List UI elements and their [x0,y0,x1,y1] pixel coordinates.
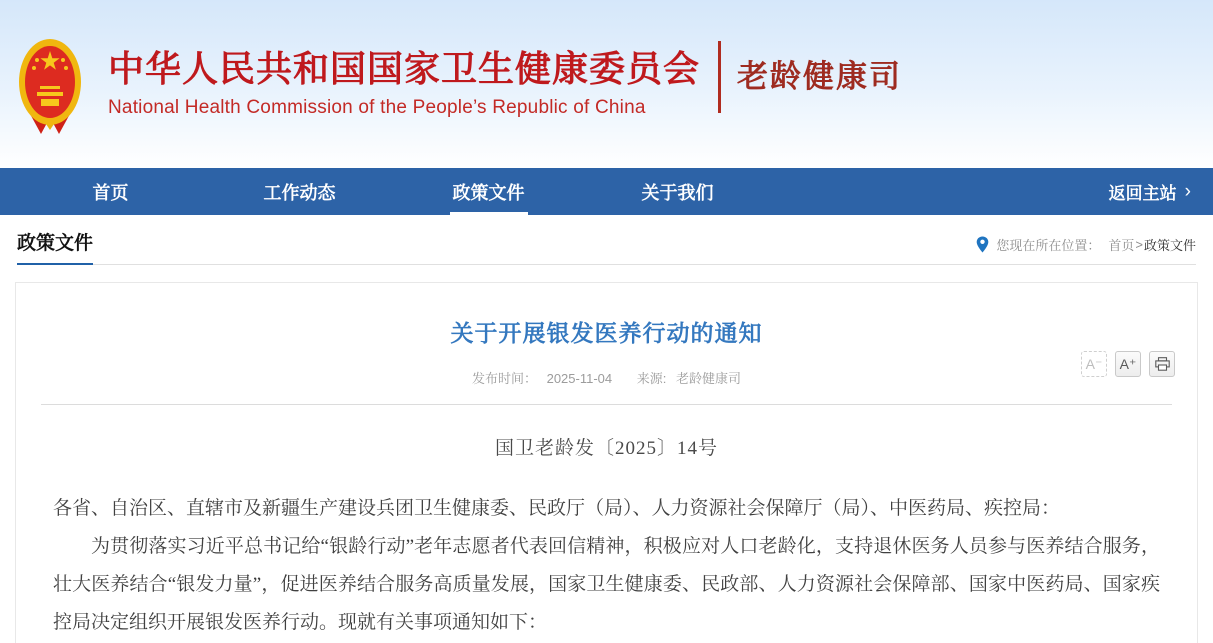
document-number: 国卫老龄发〔2025〕14号 [494,438,718,459]
source-value: 老龄健康司 [676,371,742,386]
print-button[interactable] [1149,351,1175,377]
printer-icon [1155,357,1170,371]
article-container [15,282,1198,643]
breadcrumb-row [17,228,1196,265]
article-meta [38,368,1175,387]
nav-item-home[interactable]: 首页 [92,182,129,203]
breadcrumb-location-label: 您现在所在位置： [996,238,1101,253]
breadcrumb-home-link[interactable]: 首页 [1108,238,1135,253]
publish-time-value: 2025-11-04 [546,371,613,386]
masthead [108,41,902,127]
breadcrumb-separator: > [1135,237,1143,252]
department-title[interactable]: 老龄健康司 [737,58,903,94]
location-pin-icon [976,236,989,253]
site-header [0,0,1213,168]
nav-item-about-us[interactable]: 关于我们 [641,182,714,203]
site-title-cn[interactable]: 中华人民共和国国家卫生健康委员会 [108,48,701,90]
breadcrumb [976,235,1196,264]
article-title: 关于开展银发医养行动的通知 [450,320,763,346]
header-divider [718,41,721,113]
national-emblem-logo[interactable] [18,34,82,138]
site-title-block [108,49,700,119]
publish-time-label: 发布时间： [471,371,537,386]
breadcrumb-current: 政策文件 [1143,238,1196,253]
chevron-right-icon: › [1184,180,1191,202]
nav-item-policy-documents[interactable]: 政策文件 [394,168,583,215]
back-to-main-site-link[interactable] [1109,168,1197,215]
source-label: 来源: [636,371,667,386]
back-to-main-site-label: 返回主站 [1108,184,1177,203]
paragraph-recipients: 各省、自治区、直辖市及新疆生产建设兵团卫生健康委、民政厅（局）、人力资源社会保障厅（局）、中医药局、疾控局： [53,498,1061,519]
main-nav [0,168,1213,215]
nav-item-work-news[interactable]: 工作动态 [263,182,336,203]
article-toolbar [1081,351,1175,377]
meta-divider [41,404,1172,405]
site-title-en: National Health Commission of the People’s Republic of China [108,96,646,118]
font-decrease-button[interactable]: A⁻ [1081,351,1107,377]
paragraph-intro: 为贯彻落实习近平总书记给“银龄行动”老年志愿者代表回信精神，积极应对人口老龄化，支持退休医务人员参与医养结合服务，壮大医养结合“银发力量”，促进医养结合服务高质量发展，国家卫生健康委、民政部、人力资源社会保障部、国家中医药局、国家疾控局决定组织开展银发医养行动。现就有关事项通知如下： [53,536,1160,633]
page-section-title: 政策文件 [17,228,93,265]
font-increase-button[interactable]: A⁺ [1115,351,1141,377]
article-body [53,490,1160,642]
